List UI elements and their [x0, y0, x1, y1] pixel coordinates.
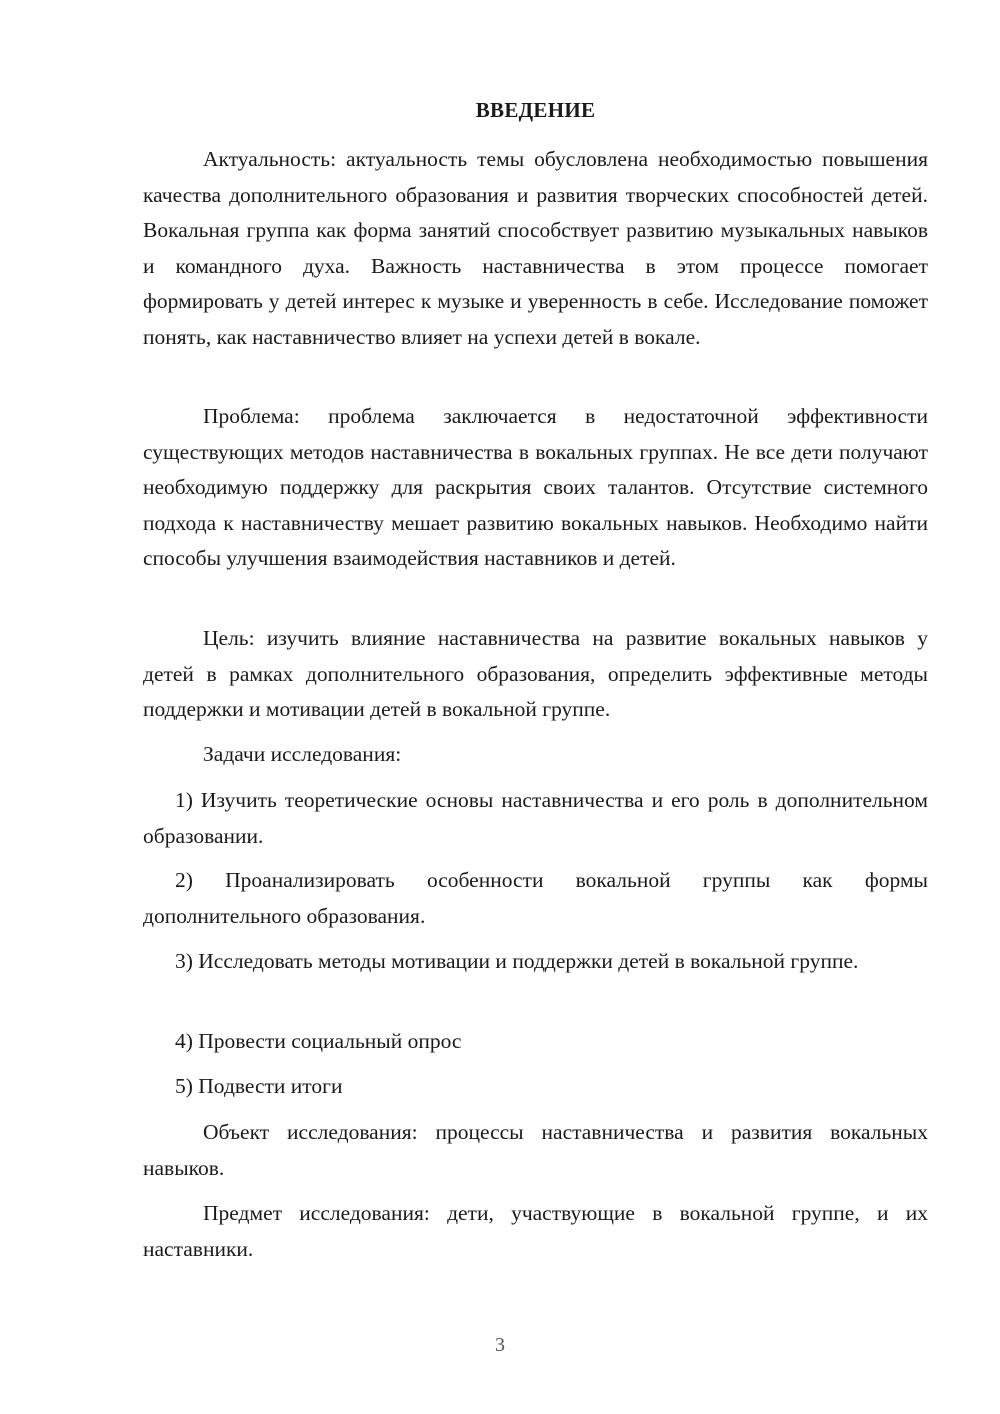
task-item-2: 2) Проанализировать особенности вокальной группы как формы дополнительного образования.: [143, 868, 928, 928]
tasks-heading: Задачи исследования:: [203, 742, 402, 766]
task-item-4: 4) Провести социальный опрос: [175, 1029, 462, 1053]
task-item-5: 5) Подвести итоги: [175, 1074, 343, 1098]
object-paragraph: Объект исследования: процессы наставничества и развития вокальных навыков.: [143, 1120, 928, 1180]
goal-paragraph: Цель: изучить влияние наставничества на развитие вокальных навыков у детей в рамках дополнительного образования, определить эффективные методы поддержки и мотивации детей в вокальной группе.: [143, 626, 928, 721]
page-title: ВВЕДЕНИЕ: [475, 98, 596, 122]
problem-paragraph: Проблема: проблема заключается в недостаточной эффективности существующих методов наставничества в вокальных группах. Не все дети получают необходимую поддержку для раскрытия своих талантов. Отсутствие системного подхода к наставничеству мешает развитию вокальных навыков. Необходимо найти способы улучшения взаимодействия наставников и детей.: [143, 404, 928, 570]
subject-paragraph: Предмет исследования: дети, участвующие в вокальной группе, и их наставники.: [143, 1201, 928, 1261]
task-item-1: 1) Изучить теоретические основы наставничества и его роль в дополнительном образовании.: [143, 788, 928, 848]
task-item-3: 3) Исследовать методы мотивации и поддержки детей в вокальной группе.: [175, 949, 859, 973]
relevance-paragraph: Актуальность: актуальность темы обусловлена необходимостью повышения качества дополнительного образования и развития творческих способностей детей. Вокальная группа как форма занятий способствует развитию музыкальных навыков и командного духа. Важность наставничества в этом процессе помогает формировать у детей интерес к музыке и уверенность в себе. Исследование поможет понять, как наставничество влияет на успехи детей в вокале.: [143, 147, 928, 349]
page-number: 3: [495, 1334, 505, 1356]
